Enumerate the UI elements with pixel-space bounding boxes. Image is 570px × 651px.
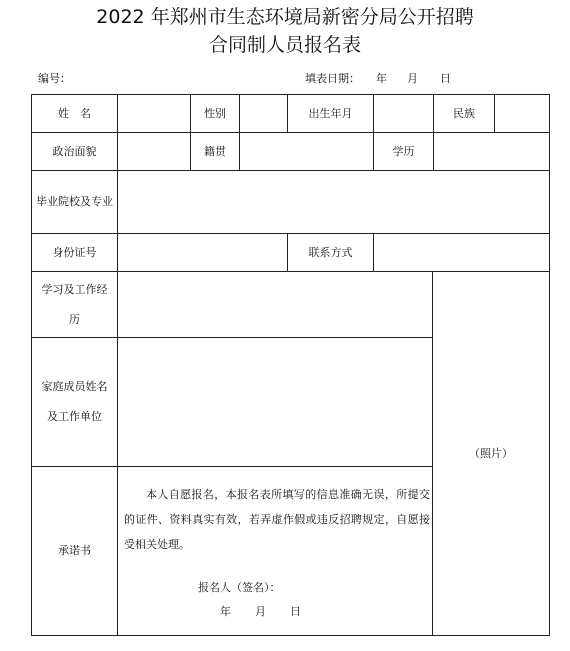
sign-day: 日 (290, 605, 301, 618)
family-field[interactable] (118, 338, 432, 466)
name-label: 姓 名 (58, 106, 91, 120)
photo-placeholder[interactable]: （照片） (469, 446, 513, 460)
fill-date-label: 填表日期： (305, 72, 360, 85)
signer-label: 报名人（签名）： (198, 581, 281, 594)
political-status-label: 政治面貌 (52, 144, 97, 158)
contact-field[interactable] (374, 234, 549, 271)
ethnicity-label: 民族 (453, 106, 475, 120)
ethnicity-field[interactable] (495, 95, 549, 132)
sign-year: 年 (220, 605, 231, 618)
id-number-label: 身份证号 (52, 245, 97, 259)
sign-month: 月 (255, 605, 266, 618)
id-number-field[interactable] (118, 234, 287, 271)
family-label: 家庭成员姓名及工作单位 (41, 380, 108, 423)
native-place-label: 籍贯 (204, 144, 226, 158)
form-title-line2: 合同制人员报名表 (208, 34, 361, 56)
birth-label: 出生年月 (308, 106, 353, 120)
education-field[interactable] (434, 133, 549, 170)
contact-label: 联系方式 (308, 245, 353, 259)
experience-label: 学习及工作经历 (41, 282, 108, 326)
fill-date-day: 日 (440, 72, 451, 85)
education-label: 学历 (392, 144, 415, 158)
native-place-field[interactable] (240, 133, 373, 170)
fill-date-month: 月 (407, 72, 418, 85)
name-field[interactable] (118, 95, 190, 132)
signature-field[interactable] (310, 590, 420, 604)
school-major-field[interactable] (118, 171, 549, 233)
gender-label: 性别 (204, 106, 226, 120)
pledge-label: 承诺书 (58, 544, 91, 557)
experience-field[interactable] (118, 272, 432, 337)
pledge-text: 本人自愿报名，本报名表所填写的信息准确无误，所提交的证件、资料真实有效，若弄虚作假或违反招聘规定，自愿接受相关处理。 (124, 488, 430, 551)
form-title-line1: 2022 年郑州市生态环境局新密分局公开招聘 (96, 6, 474, 28)
school-major-label: 毕业院校及专业 (36, 195, 113, 208)
gender-field[interactable] (240, 95, 287, 132)
birth-field[interactable] (374, 95, 433, 132)
serial-number-label: 编号： (38, 72, 71, 85)
political-status-field[interactable] (118, 133, 190, 170)
fill-date-year: 年 (376, 72, 387, 85)
